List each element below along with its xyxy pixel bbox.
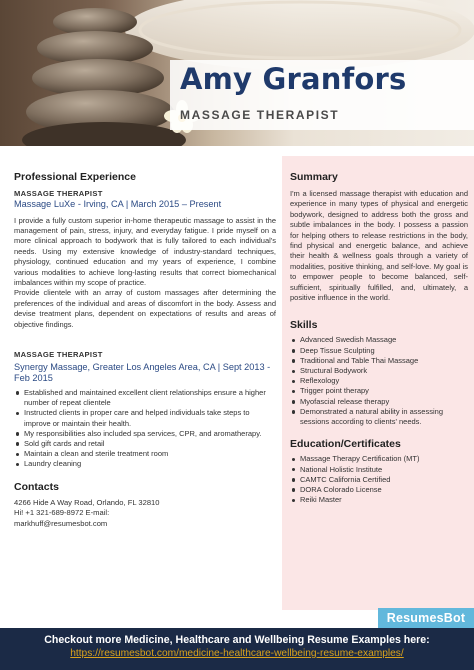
list-item: Deep Tissue Sculpting (290, 346, 468, 356)
list-item: Reflexology (290, 376, 468, 386)
list-item: Reiki Master (290, 495, 468, 505)
list-item: Maintain a clean and sterile treatment room (14, 449, 276, 459)
list-item: National Holistic Institute (290, 465, 468, 475)
list-item: Sold gift cards and retail (14, 439, 276, 449)
list-item: My responsibilities also included spa services, CPR, and aromatherapy. (14, 429, 276, 439)
list-item: Trigger point therapy (290, 386, 468, 396)
list-item: Demonstrated a natural ability in assessing sessions according to clients' needs. (290, 407, 468, 427)
job-title: MASSAGE THERAPIST (14, 189, 103, 198)
right-column (290, 170, 468, 505)
contact-email[interactable]: markhuff@resumesbot.com (14, 518, 108, 528)
header-banner (0, 0, 474, 146)
summary-heading: Summary (290, 171, 338, 183)
footer-link[interactable]: https://resumesbot.com/medicine-healthcare-wellbeing-resume-examples/ (70, 648, 404, 659)
list-item: Massage Therapy Certification (MT) (290, 454, 468, 464)
list-item: Myofascial release therapy (290, 397, 468, 407)
job-meta: Massage LuXe - Irving, CA | March 2015 – Present (14, 199, 222, 209)
footer-text: Checkout more Medicine, Healthcare and Wellbeing Resume Examples here: (44, 634, 430, 646)
experience-heading: Professional Experience (14, 171, 136, 183)
skills-list (290, 335, 468, 427)
list-item: Traditional and Table Thai Massage (290, 356, 468, 366)
list-item: Advanced Swedish Massage (290, 335, 468, 345)
candidate-role: MASSAGE THERAPIST (180, 108, 340, 122)
left-column (14, 170, 276, 529)
list-item: CAMTC California Certified (290, 475, 468, 485)
list-item: Instructed clients in proper care and helped individuals take steps to improve or maintain their health. (14, 408, 276, 428)
job-title: MASSAGE THERAPIST (14, 349, 103, 359)
job-entry (14, 188, 276, 330)
list-item: DORA Colorado License (290, 485, 468, 495)
list-item: Established and maintained excellent client relationships ensure a higher number of repeat clientele (14, 388, 276, 408)
candidate-name: Amy Granfors (180, 62, 407, 96)
job-bullets (14, 388, 276, 470)
education-heading: Education/Certificates (290, 438, 401, 451)
job-entry (14, 349, 276, 470)
skills-heading: Skills (290, 319, 318, 332)
list-item: Structural Bodywork (290, 366, 468, 376)
education-list (290, 454, 468, 505)
footer-banner (0, 628, 474, 670)
resumesbot-logo: ResumesBot (378, 608, 474, 628)
contacts-section (14, 480, 276, 530)
job-description: I provide a fully custom superior in-home therapeutic massage to assist in the management of pain, stress, injury, and everyday fatigue. I pride myself on a more clinical approach to bodywork that is fully tailored to each individual's needs. Using my extensive knowledge of industry-standard techniques, physiology, continued education and my years of experience, I combine various modalities to achieve long-lasting results that correct biomechanical imbalances within my scope of practice. (14, 215, 276, 287)
job-description-2: Provide clientele with an array of custom massages after determining the preferences of the individual and areas of discomfort in the body. Assess and devise treatment plans, dependent on expectations of results and areas of objective findings. (14, 288, 276, 329)
contacts-heading: Contacts (14, 480, 59, 493)
list-item: Laundry cleaning (14, 459, 276, 469)
job-meta: Synergy Massage, Greater Los Angeles Area, CA | Sept 2013 - Feb 2015 (14, 361, 271, 384)
summary-text: I'm a licensed massage therapist with education and experience in many types of physical and energetic bodywork, designed to address both the gross and subtle imbalances in the body. I possess a passion for helping others to release restrictions in the body, find physical and energetic balance, and achieve their health & wellness goals through a variety of modalities, positive thinking, and self-love. My goal is to empower people to become balanced, self-sufficient, spiritually fulfilled, and, ultimately, a positive influence in the world. (290, 189, 468, 303)
contact-address: 4266 Hide A Way Road, Orlando, FL 32810 (14, 497, 160, 507)
contact-phone: Hi! +1 321-689-8972 E-mail: (14, 508, 110, 518)
